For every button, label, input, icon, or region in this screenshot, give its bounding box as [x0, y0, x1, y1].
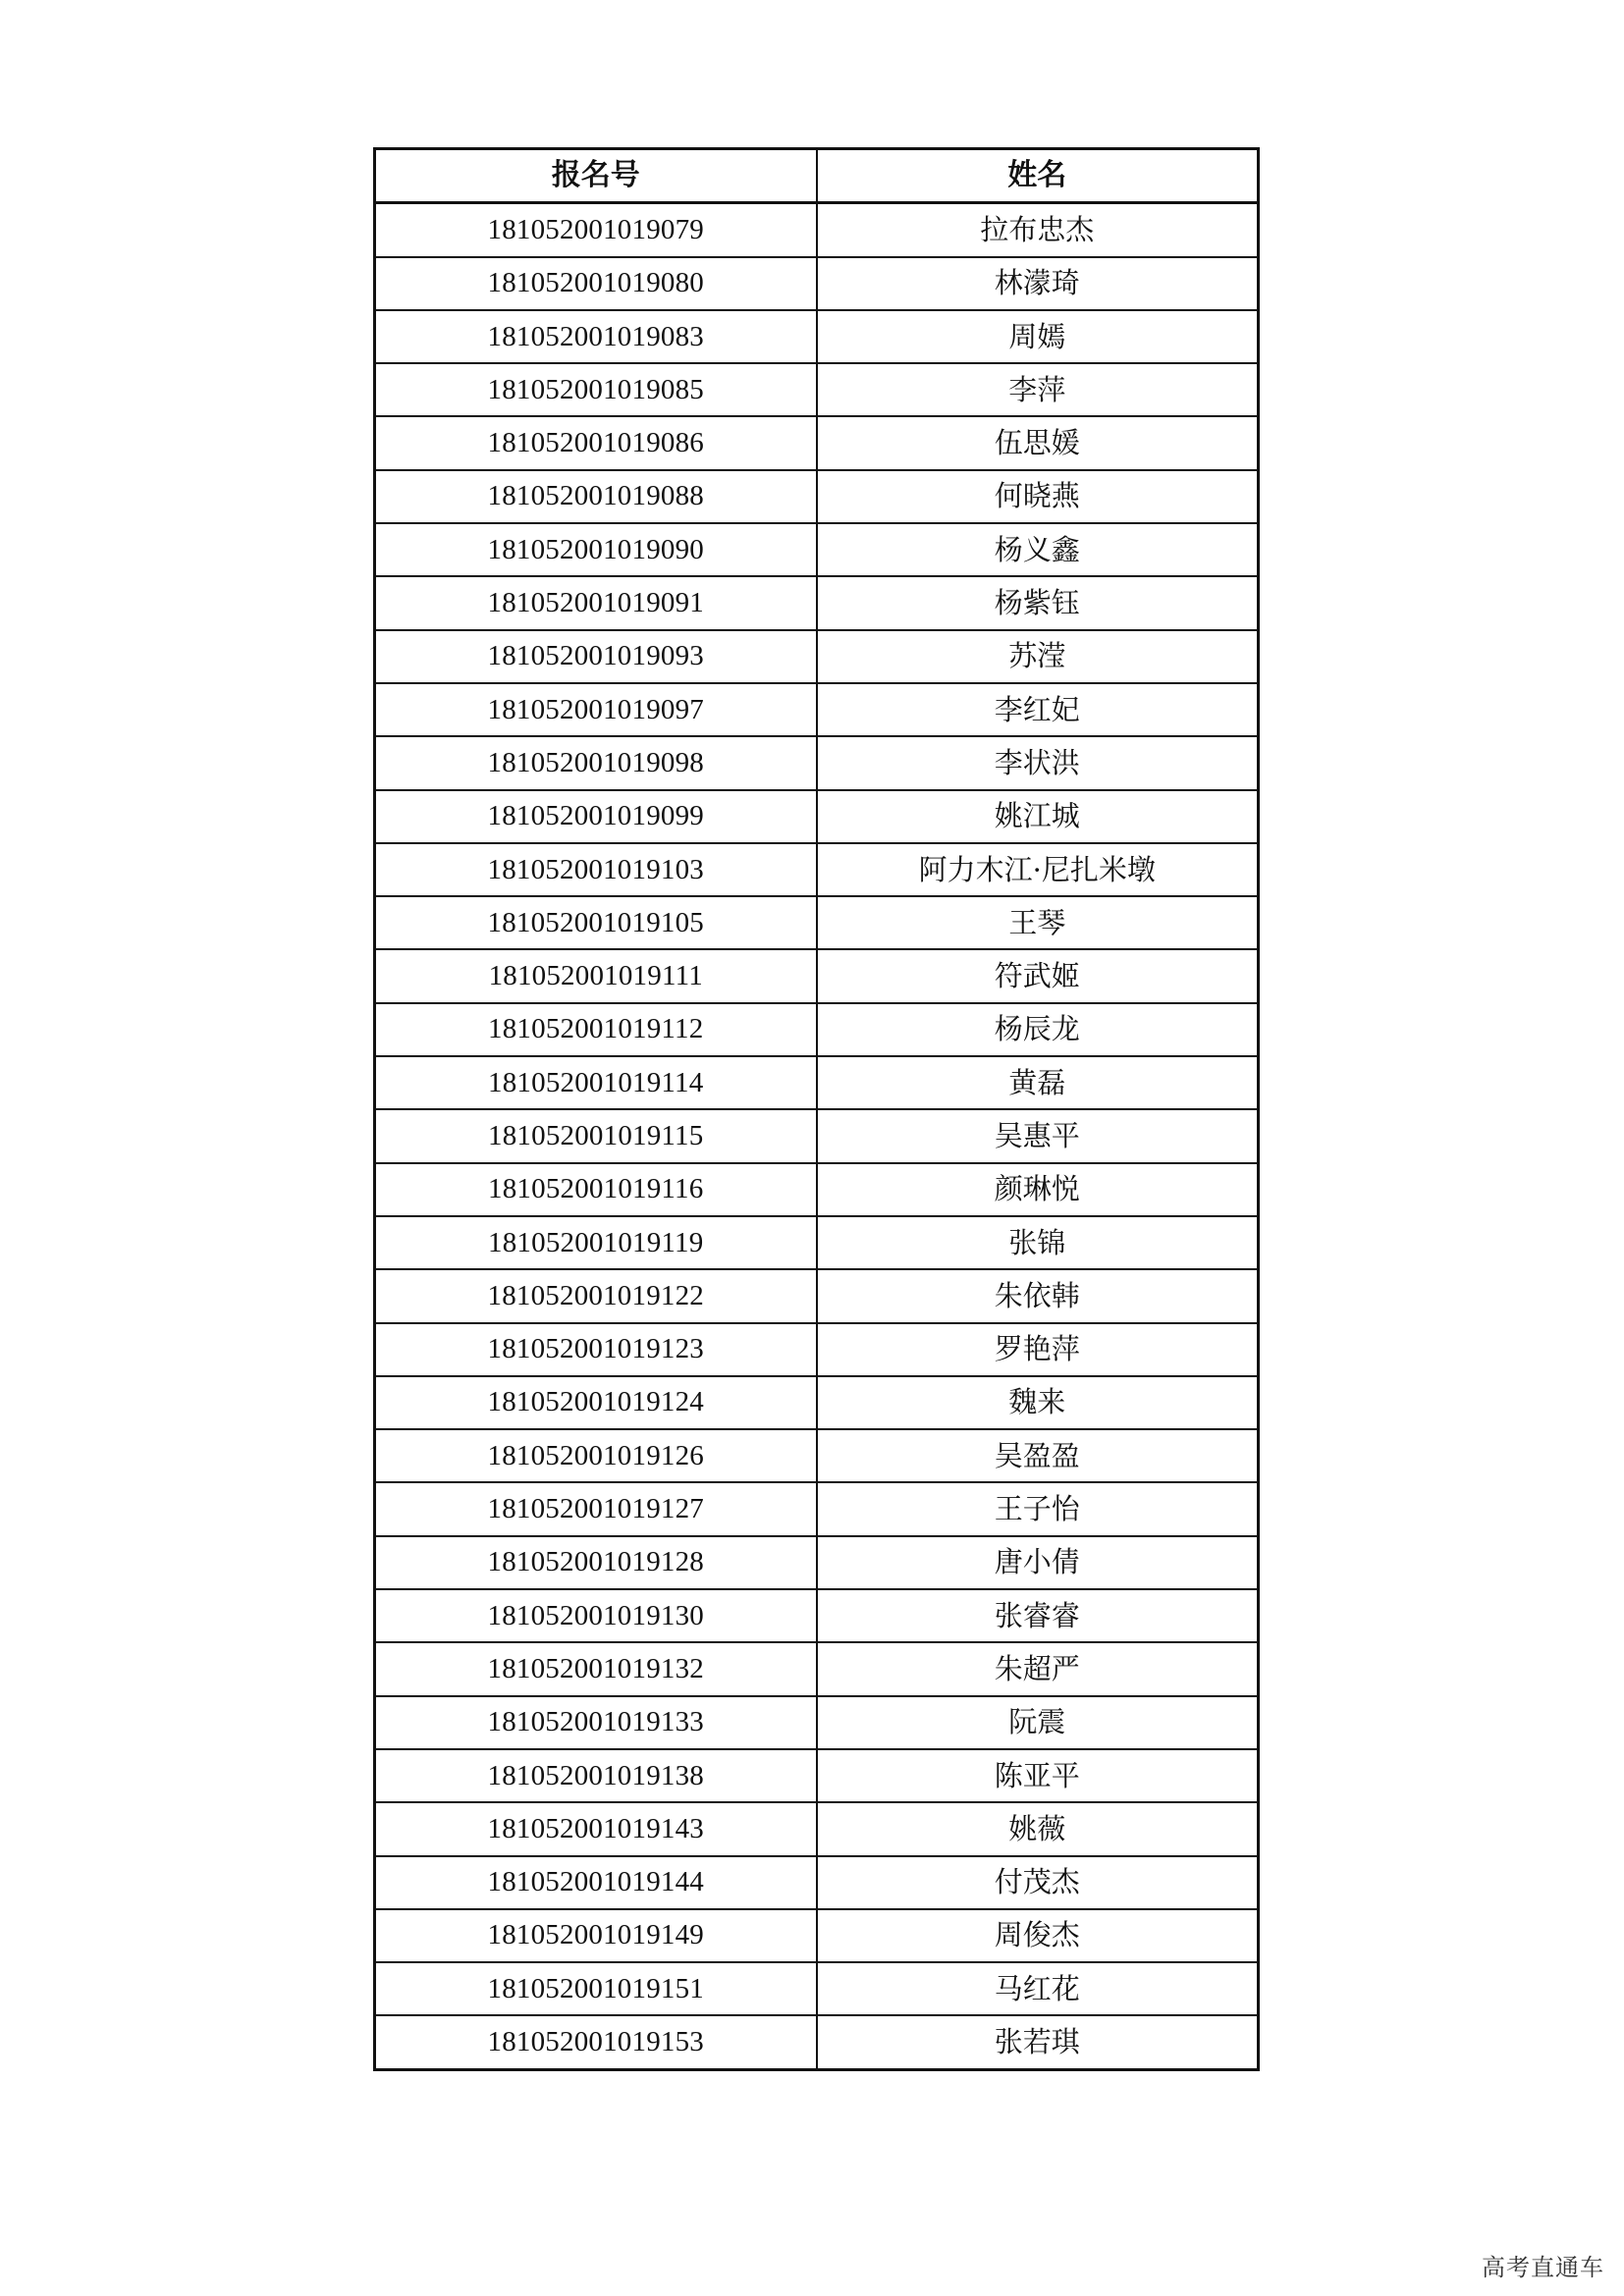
- name-cell: 李红妃: [817, 683, 1259, 736]
- table-row: [375, 1589, 1259, 1642]
- roster-table-container: [373, 147, 1257, 2071]
- reg-no-cell: 181052001019153: [375, 2015, 817, 2069]
- reg-no-cell: 181052001019124: [375, 1376, 817, 1429]
- reg-no-cell: 181052001019133: [375, 1696, 817, 1749]
- name-cell: 王琴: [817, 896, 1259, 949]
- name-cell: 颜琳悦: [817, 1163, 1259, 1216]
- reg-no-cell: 181052001019103: [375, 843, 817, 896]
- name-cell: 吴盈盈: [817, 1429, 1259, 1482]
- table-row: [375, 576, 1259, 629]
- table-row: [375, 1749, 1259, 1802]
- name-cell: 伍思媛: [817, 416, 1259, 469]
- table-row: [375, 790, 1259, 843]
- name-cell: 陈亚平: [817, 1749, 1259, 1802]
- roster-table: [373, 147, 1260, 2071]
- table-row: [375, 949, 1259, 1002]
- table-row: [375, 1642, 1259, 1695]
- header-reg-no: 报名号: [375, 149, 817, 203]
- table-row: [375, 523, 1259, 576]
- name-cell: 魏来: [817, 1376, 1259, 1429]
- name-cell: 王子怡: [817, 1482, 1259, 1535]
- table-row: [375, 416, 1259, 469]
- name-cell: 林濛琦: [817, 257, 1259, 310]
- table-row: [375, 896, 1259, 949]
- table-row: [375, 1856, 1259, 1909]
- reg-no-cell: 181052001019091: [375, 576, 817, 629]
- table-row: [375, 470, 1259, 523]
- name-cell: 阿力木江·尼扎米墩: [817, 843, 1259, 896]
- table-row: [375, 736, 1259, 789]
- header-name: 姓名: [817, 149, 1259, 203]
- watermark-text: 高考直通车: [1482, 2254, 1604, 2281]
- name-cell: 姚薇: [817, 1802, 1259, 1855]
- table-row: [375, 1323, 1259, 1376]
- reg-no-cell: 181052001019128: [375, 1536, 817, 1589]
- reg-no-cell: 181052001019083: [375, 310, 817, 363]
- table-row: [375, 363, 1259, 416]
- reg-no-cell: 181052001019098: [375, 736, 817, 789]
- table-row: [375, 2015, 1259, 2069]
- table-row: [375, 1003, 1259, 1056]
- name-cell: 周俊杰: [817, 1909, 1259, 1962]
- name-cell: 周嫣: [817, 310, 1259, 363]
- reg-no-cell: 181052001019119: [375, 1216, 817, 1269]
- name-cell: 马红花: [817, 1962, 1259, 2015]
- table-row: [375, 310, 1259, 363]
- reg-no-cell: 181052001019079: [375, 203, 817, 257]
- table-row: [375, 1802, 1259, 1855]
- table-row: [375, 1163, 1259, 1216]
- reg-no-cell: 181052001019090: [375, 523, 817, 576]
- table-row: [375, 1269, 1259, 1322]
- reg-no-cell: 181052001019080: [375, 257, 817, 310]
- name-cell: 拉布忠杰: [817, 203, 1259, 257]
- reg-no-cell: 181052001019132: [375, 1642, 817, 1695]
- table-row: [375, 1376, 1259, 1429]
- reg-no-cell: 181052001019127: [375, 1482, 817, 1535]
- reg-no-cell: 181052001019144: [375, 1856, 817, 1909]
- table-row: [375, 1909, 1259, 1962]
- name-cell: 姚江城: [817, 790, 1259, 843]
- name-cell: 张若琪: [817, 2015, 1259, 2069]
- name-cell: 张锦: [817, 1216, 1259, 1269]
- reg-no-cell: 181052001019143: [375, 1802, 817, 1855]
- reg-no-cell: 181052001019151: [375, 1962, 817, 2015]
- table-row: [375, 1962, 1259, 2015]
- name-cell: 张睿睿: [817, 1589, 1259, 1642]
- reg-no-cell: 181052001019149: [375, 1909, 817, 1962]
- reg-no-cell: 181052001019085: [375, 363, 817, 416]
- reg-no-cell: 181052001019088: [375, 470, 817, 523]
- reg-no-cell: 181052001019111: [375, 949, 817, 1002]
- reg-no-cell: 181052001019116: [375, 1163, 817, 1216]
- name-cell: 李萍: [817, 363, 1259, 416]
- name-cell: 吴惠平: [817, 1109, 1259, 1162]
- reg-no-cell: 181052001019115: [375, 1109, 817, 1162]
- table-row: [375, 683, 1259, 736]
- table-row: [375, 203, 1259, 257]
- table-row: [375, 630, 1259, 683]
- table-body: [375, 203, 1259, 2069]
- reg-no-cell: 181052001019138: [375, 1749, 817, 1802]
- reg-no-cell: 181052001019086: [375, 416, 817, 469]
- name-cell: 朱依韩: [817, 1269, 1259, 1322]
- reg-no-cell: 181052001019114: [375, 1056, 817, 1109]
- reg-no-cell: 181052001019112: [375, 1003, 817, 1056]
- name-cell: 苏滢: [817, 630, 1259, 683]
- name-cell: 何晓燕: [817, 470, 1259, 523]
- reg-no-cell: 181052001019099: [375, 790, 817, 843]
- name-cell: 黄磊: [817, 1056, 1259, 1109]
- table-row: [375, 1482, 1259, 1535]
- name-cell: 罗艳萍: [817, 1323, 1259, 1376]
- table-row: [375, 1216, 1259, 1269]
- reg-no-cell: 181052001019123: [375, 1323, 817, 1376]
- table-row: [375, 1109, 1259, 1162]
- reg-no-cell: 181052001019130: [375, 1589, 817, 1642]
- name-cell: 唐小倩: [817, 1536, 1259, 1589]
- name-cell: 杨紫钰: [817, 576, 1259, 629]
- name-cell: 李状洪: [817, 736, 1259, 789]
- table-row: [375, 1696, 1259, 1749]
- reg-no-cell: 181052001019126: [375, 1429, 817, 1482]
- name-cell: 阮震: [817, 1696, 1259, 1749]
- reg-no-cell: 181052001019105: [375, 896, 817, 949]
- table-row: [375, 1429, 1259, 1482]
- table-row: [375, 843, 1259, 896]
- reg-no-cell: 181052001019097: [375, 683, 817, 736]
- table-row: [375, 1056, 1259, 1109]
- reg-no-cell: 181052001019122: [375, 1269, 817, 1322]
- reg-no-cell: 181052001019093: [375, 630, 817, 683]
- table-row: [375, 257, 1259, 310]
- name-cell: 朱超严: [817, 1642, 1259, 1695]
- table-row: [375, 1536, 1259, 1589]
- name-cell: 杨义鑫: [817, 523, 1259, 576]
- name-cell: 符武姬: [817, 949, 1259, 1002]
- table-header-row: [375, 149, 1259, 203]
- name-cell: 杨辰龙: [817, 1003, 1259, 1056]
- name-cell: 付茂杰: [817, 1856, 1259, 1909]
